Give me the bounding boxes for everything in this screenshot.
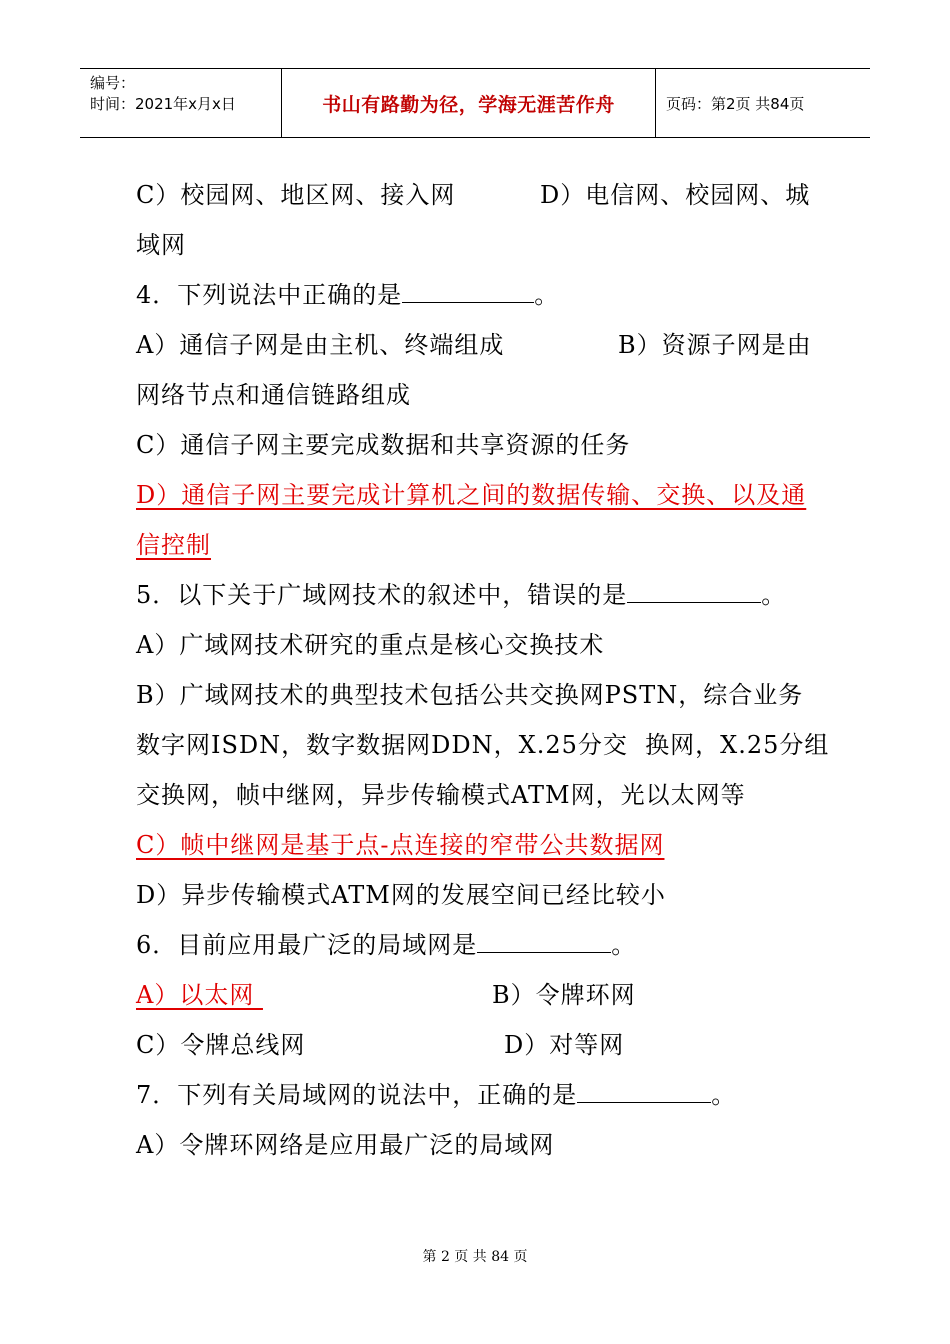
- option-a: A）广域网技术研究的重点是核心交换技术: [136, 631, 605, 659]
- page-header: [80, 68, 870, 138]
- option-d: D）对等网: [504, 1031, 625, 1059]
- option-continuation: 数字网ISDN，数字数据网DDN，X.25分交 换网，X.25分组: [136, 731, 830, 759]
- question-4: [136, 270, 826, 320]
- header-motto: 书山有路勤为径，学海无涯苦作舟: [282, 69, 656, 137]
- question-text: 7．下列有关局域网的说法中，正确的是: [136, 1081, 578, 1109]
- option-continuation: 网络节点和通信链路组成: [136, 381, 411, 409]
- option-c: C）通信子网主要完成数据和共享资源的任务: [136, 431, 631, 459]
- option-line: [136, 320, 826, 370]
- question-text: 4．下列说法中正确的是: [136, 281, 403, 309]
- option-a: A）通信子网是由主机、终端组成: [136, 331, 505, 359]
- question-end: 。: [611, 931, 637, 959]
- document-body: [136, 170, 830, 1170]
- option-d: D）异步传输模式ATM网的发展空间已经比较小: [136, 881, 666, 909]
- option-line: [136, 970, 826, 1020]
- answer-blank: [577, 1076, 711, 1103]
- document-time: 时间：2021年x月x日: [90, 95, 236, 113]
- answer-blank: [402, 276, 534, 303]
- header-page-info: 页码：第2页 共84页: [666, 94, 805, 113]
- option-continuation: 域网: [136, 231, 186, 259]
- question-text: 6．目前应用最广泛的局域网是: [136, 931, 478, 959]
- question-end: 。: [711, 1081, 737, 1109]
- option-b: B）广域网技术的典型技术包括公共交换网PSTN，综合业务: [136, 681, 804, 709]
- correct-option-a: A）以太网: [136, 981, 263, 1009]
- question-6: [136, 920, 826, 970]
- question-7: [136, 1070, 826, 1120]
- answer-blank: [627, 576, 761, 603]
- option-b: B）资源子网是由: [618, 331, 812, 359]
- option-continuation: 交换网，帧中继网，异步传输模式ATM网，光以太网等: [136, 781, 746, 809]
- option-line: [136, 1020, 826, 1070]
- question-5: [136, 570, 826, 620]
- option-a: A）令牌环网络是应用最广泛的局域网: [136, 1131, 555, 1159]
- option-c: C）校园网、地区网、接入网: [136, 181, 456, 209]
- question-end: 。: [534, 281, 560, 309]
- question-text: 5．以下关于广域网技术的叙述中，错误的是: [136, 581, 628, 609]
- option-line: [136, 170, 826, 220]
- option-b: B）令牌环网: [492, 981, 636, 1009]
- option-c: C）令牌总线网: [136, 1031, 306, 1059]
- correct-option-d: D）通信子网主要完成计算机之间的数据传输、交换、以及通: [136, 481, 807, 509]
- answer-blank: [477, 926, 611, 953]
- correct-option-continuation: 信控制: [136, 531, 211, 559]
- correct-option-c: C）帧中继网是基于点-点连接的窄带公共数据网: [136, 831, 665, 859]
- question-end: 。: [761, 581, 787, 609]
- document-number: 编号：: [90, 74, 136, 92]
- header-meta: [80, 69, 282, 137]
- page-footer: 第 2 页 共 84 页: [422, 1249, 528, 1265]
- option-d: D）电信网、校园网、城: [540, 181, 811, 209]
